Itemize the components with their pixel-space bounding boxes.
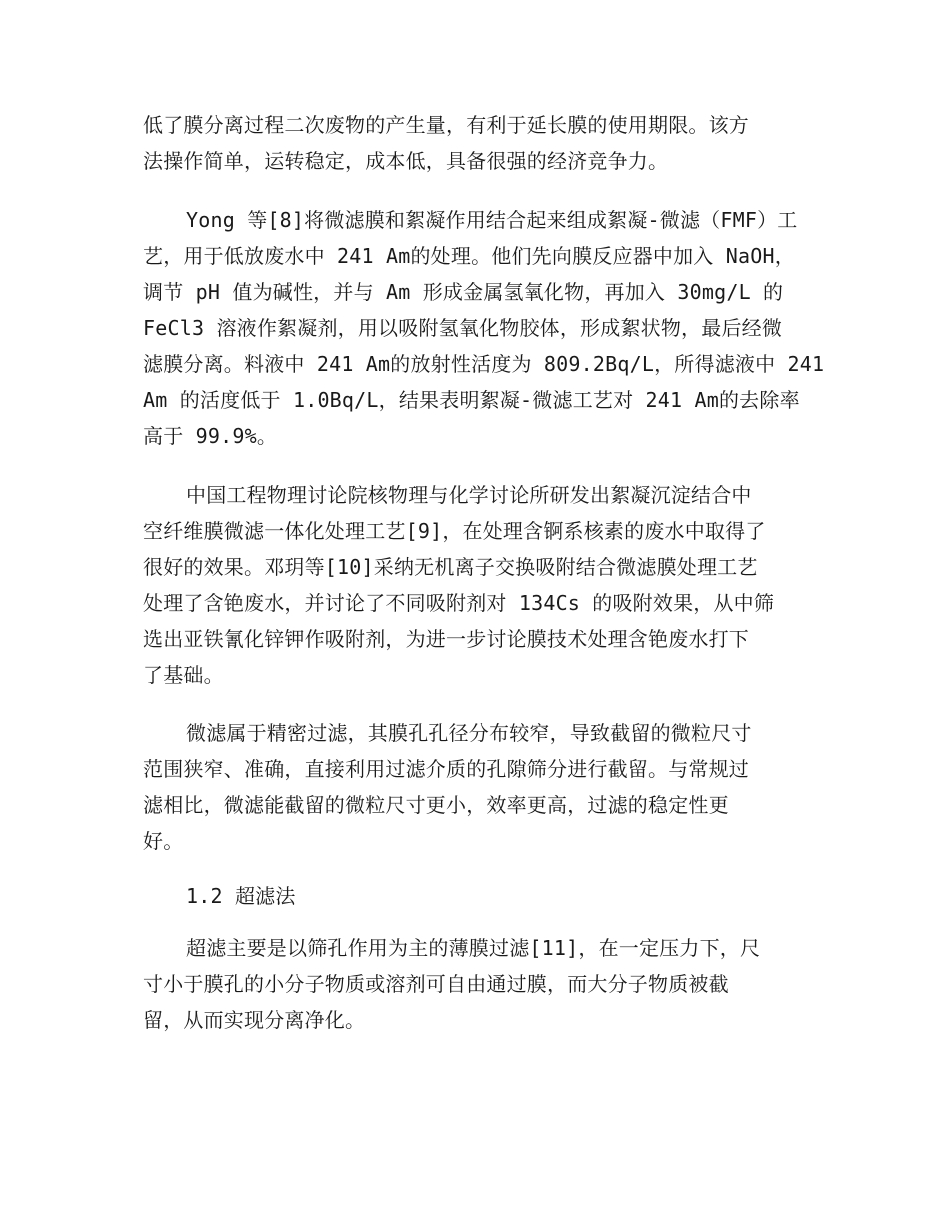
text-line: 留，从而实现分离净化。 [143,1008,366,1032]
text-line: 处理了含铯废水，并讨论了不同吸附剂对 134Cs 的吸附效果，从中筛 [143,591,775,615]
text-line: 法操作简单，运转稳定，成本低，具备很强的经济竞争力。 [143,149,669,173]
text-line: 寸小于膜孔的小分子物质或溶剂可自由通过膜，而大分子物质被截 [143,972,729,996]
text-line: FeCl3 溶液作絮凝剂，用以吸附氢氧化物胶体，形成絮状物，最后经微 [143,316,783,340]
text-line: 高于 99.9%。 [143,424,278,448]
text-line: 微滤属于精密过滤，其膜孔孔径分布较窄，导致截留的微粒尺寸 [186,721,752,745]
text-line: 好。 [143,829,184,853]
text-line: 很好的效果。邓玥等[10]采纳无机离子交换吸附结合微滤膜处理工艺 [143,555,758,579]
text-line: Yong 等[8]将微滤膜和絮凝作用结合起来组成絮凝-微滤（FMF）工 [186,208,798,232]
text-line: 调节 pH 值为碱性，并与 Am 形成金属氢氧化物，再加入 30mg/L 的 [143,280,784,304]
text-line: 中国工程物理讨论院核物理与化学讨论所研发出絮凝沉淀结合中 [186,483,752,507]
text-line: 滤相比，微滤能截留的微粒尺寸更小，效率更高，过滤的稳定性更 [143,793,729,817]
text-line: 范围狭窄、准确，直接利用过滤介质的孔隙筛分进行截留。与常规过 [143,757,749,781]
text-line: 选出亚铁氰化锌钾作吸附剂，为进一步讨论膜技术处理含铯废水打下 [143,627,749,651]
text-line: 空纤维膜微滤一体化处理工艺[9]，在处理含锕系核素的废水中取得了 [143,519,766,543]
section-title: 1.2 超滤法 [186,884,296,908]
text-line: 低了膜分离过程二次废物的产生量，有利于延长膜的使用期限。该方 [143,113,749,137]
text-line: 超滤主要是以筛孔作用为主的薄膜过滤[11]，在一定压力下，尺 [186,936,761,960]
text-line: 了基础。 [143,663,224,687]
text-line: 艺，用于低放废水中 241 Am的处理。他们先向膜反应器中加入 NaOH， [143,244,795,268]
text-line: Am 的活度低于 1.0Bq/L，结果表明絮凝-微滤工艺对 241 Am的去除率 [143,388,800,412]
text-line: 滤膜分离。料液中 241 Am的放射性活度为 809.2Bq/L，所得滤液中 241 [143,352,825,376]
